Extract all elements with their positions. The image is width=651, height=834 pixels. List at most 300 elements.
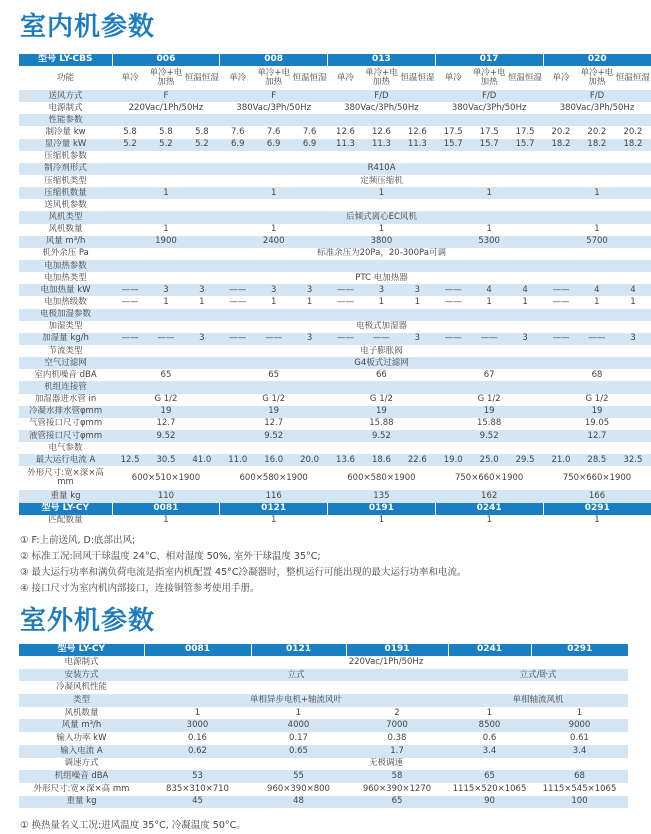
- group-value: 600×580×1900: [328, 466, 436, 490]
- function-cell: 单冷+电加热: [579, 66, 615, 90]
- table-row: [19, 707, 628, 720]
- cell-value: 1: [256, 296, 292, 308]
- row-label: 空气过滤网: [19, 357, 112, 369]
- cell-value: 3: [292, 333, 328, 345]
- function-cell: 单冷+电加热: [471, 66, 507, 90]
- group-value: 110: [112, 490, 220, 502]
- cell-value: 20.2: [543, 126, 579, 138]
- group-value: 9.52: [220, 430, 328, 442]
- cell-value: ——: [471, 333, 507, 345]
- cell-value: 4: [615, 284, 651, 296]
- function-cell: 恒温恒湿: [399, 66, 435, 90]
- row-label: 送风方式: [19, 90, 112, 102]
- spanned-value: R410A: [112, 163, 651, 175]
- cell-value: 48: [251, 796, 346, 809]
- cell-value: 90: [448, 796, 531, 809]
- row-label: 电加热类型: [19, 272, 112, 284]
- section-label: 送风机参数: [19, 199, 112, 211]
- group-value: 1900: [112, 236, 220, 248]
- cell-value: 4: [579, 284, 615, 296]
- cell-value: 6.9: [292, 139, 328, 151]
- function-cell: 恒温恒湿: [184, 66, 220, 90]
- header-model: 0241: [448, 644, 531, 656]
- group-value: 1: [435, 224, 543, 236]
- cell-value: ——: [220, 296, 256, 308]
- indoor-title: 室内机参数: [20, 12, 156, 42]
- cell-value: ——: [112, 296, 148, 308]
- group-value: 1: [328, 187, 436, 199]
- row-label: 加湿器进水管 in: [19, 394, 112, 406]
- row-label: 外形尺寸:宽×深×高 mm: [19, 783, 144, 796]
- cell-value: 3: [615, 333, 651, 345]
- table-row: [19, 732, 628, 745]
- cell-value: ——: [112, 333, 148, 345]
- group-value: 65: [112, 369, 220, 381]
- row-label: 电加热量 kW: [19, 284, 112, 296]
- row-label: 输入功率 kW: [19, 732, 144, 745]
- cell-value: 18.2: [543, 139, 579, 151]
- row-label: 重量 kg: [19, 490, 112, 502]
- header-model-label: 型号 LY-CBS: [19, 54, 112, 66]
- function-cell: 单冷: [112, 66, 148, 90]
- cell-value: 5.8: [112, 126, 148, 138]
- cell-value: 1: [399, 296, 435, 308]
- table-row: [19, 694, 628, 707]
- cell-value: 3: [363, 284, 399, 296]
- cell-value: 0.38: [346, 732, 448, 745]
- row-label: 电源制式: [19, 656, 144, 669]
- function-cell: 单冷: [543, 66, 579, 90]
- cy-model: 0191: [328, 503, 436, 515]
- row-label: 室内机噪音 dBA: [19, 369, 112, 381]
- group-value: 380Vac/3Ph/50Hz: [328, 102, 436, 114]
- cell-value: 7000: [346, 719, 448, 732]
- cell-value: 3.4: [448, 745, 531, 758]
- cell-value: 1: [507, 296, 543, 308]
- left-group-value: 立式: [144, 669, 448, 682]
- cell-value: 7.6: [220, 126, 256, 138]
- cell-value: 11.0: [220, 454, 256, 466]
- cell-value: ——: [328, 284, 364, 296]
- group-value: 1: [543, 187, 651, 199]
- table-row: [19, 644, 628, 656]
- table-row: [19, 758, 628, 771]
- table-row: [19, 54, 651, 66]
- cell-value: 3: [507, 333, 543, 345]
- cell-value: 45: [144, 796, 251, 809]
- cell-value: 1: [251, 707, 346, 720]
- cell-value: 19.0: [435, 454, 471, 466]
- table-row: [19, 369, 651, 381]
- cell-value: 17.5: [507, 126, 543, 138]
- cell-value: 3: [184, 333, 220, 345]
- cell-value: 9000: [531, 719, 628, 732]
- cell-value: 21.0: [543, 454, 579, 466]
- cell-value: 3.4: [531, 745, 628, 758]
- cell-value: 55: [251, 770, 346, 783]
- right-group-value: 单相轴流风机: [448, 694, 628, 707]
- cell-value: 5.2: [184, 139, 220, 151]
- group-value: G 1/2: [435, 394, 543, 406]
- spanned-value: PTC 电加热器: [112, 272, 651, 284]
- table-row: [19, 163, 651, 175]
- group-value: 19.05: [543, 418, 651, 430]
- cell-value: 8500: [448, 719, 531, 732]
- row-label: 风量 m³/h: [19, 719, 144, 732]
- indoor-spec-table: [19, 54, 651, 527]
- table-row: [19, 442, 651, 454]
- group-value: 380Vac/3Ph/50Hz: [435, 102, 543, 114]
- table-row: [19, 175, 651, 187]
- group-value: F/D: [435, 90, 543, 102]
- cell-value: 68: [531, 770, 628, 783]
- function-cell: 恒温恒湿: [615, 66, 651, 90]
- cell-value: ——: [543, 284, 579, 296]
- section-label: 电极加湿参数: [19, 309, 112, 321]
- group-value: 12.7: [220, 418, 328, 430]
- table-row: [19, 490, 651, 502]
- row-label: 重量 kg: [19, 796, 144, 809]
- table-row: [19, 211, 651, 223]
- row-label: 最大运行电流 A: [19, 454, 112, 466]
- group-value: 19: [543, 406, 651, 418]
- cell-value: ——: [328, 333, 364, 345]
- cell-value: 65: [346, 796, 448, 809]
- group-value: 1: [543, 224, 651, 236]
- cell-value: 5.2: [148, 139, 184, 151]
- table-row: [19, 418, 651, 430]
- spanned-value: 标准余压为20Pa，20-300Pa可调: [112, 248, 651, 260]
- row-label: 电源制式: [19, 102, 112, 114]
- table-row: [19, 284, 651, 296]
- table-row: [19, 345, 651, 357]
- group-value: 116: [220, 490, 328, 502]
- cell-value: 1: [471, 296, 507, 308]
- table-row: [19, 466, 651, 490]
- function-cell: 恒温恒湿: [507, 66, 543, 90]
- cell-value: 1115×545×1065: [531, 783, 628, 796]
- table-row: [19, 681, 628, 694]
- group-value: G 1/2: [328, 394, 436, 406]
- cy-model: 0291: [543, 503, 651, 515]
- group-value: G 1/2: [112, 394, 220, 406]
- section-fill: [112, 381, 651, 393]
- spanned-value: G4板式过滤网: [112, 357, 651, 369]
- group-value: 135: [328, 490, 436, 502]
- table-row: [19, 656, 628, 669]
- cell-value: 3: [184, 284, 220, 296]
- cell-value: ——: [435, 296, 471, 308]
- table-row: [19, 770, 628, 783]
- group-value: 19: [112, 406, 220, 418]
- cell-value: 15.7: [507, 139, 543, 151]
- function-cell: 单冷+电加热: [148, 66, 184, 90]
- group-value: 1: [220, 187, 328, 199]
- cell-value: 1.7: [346, 745, 448, 758]
- cell-value: ——: [112, 284, 148, 296]
- row-label: 气管接口尺寸φmm: [19, 418, 112, 430]
- section-fill: [112, 442, 651, 454]
- function-cell: 单冷+电加热: [363, 66, 399, 90]
- row-label: 安装方式: [19, 669, 144, 682]
- group-value: 1: [112, 224, 220, 236]
- cell-value: 12.6: [328, 126, 364, 138]
- group-value: 600×510×1900: [112, 466, 220, 490]
- row-label: 压缩机数量: [19, 187, 112, 199]
- cell-value: ——: [543, 333, 579, 345]
- cell-value: ——: [256, 333, 292, 345]
- section-fill: [144, 681, 628, 694]
- cell-value: 6.9: [220, 139, 256, 151]
- outdoor-title: 室外机参数: [20, 606, 156, 636]
- cell-value: 1: [615, 296, 651, 308]
- group-value: 65: [220, 369, 328, 381]
- row-label: 功能: [19, 66, 112, 90]
- cell-value: 20.2: [579, 126, 615, 138]
- outdoor-notes: [20, 818, 246, 834]
- function-cell: 单冷+电加热: [256, 66, 292, 90]
- right-group-value: 立式/卧式: [448, 669, 628, 682]
- section-label: 机组连接管: [19, 381, 112, 393]
- header-model: 0121: [251, 644, 346, 656]
- section-fill: [112, 114, 651, 126]
- table-row: [19, 333, 651, 345]
- table-row: [19, 236, 651, 248]
- cell-value: ——: [435, 333, 471, 345]
- indoor-notes: [20, 533, 467, 597]
- cell-value: 1: [144, 707, 251, 720]
- cell-value: ——: [220, 333, 256, 345]
- row-label: 制冷剂形式: [19, 163, 112, 175]
- table-row: [19, 357, 651, 369]
- row-label: 节流类型: [19, 345, 112, 357]
- cell-value: 1: [184, 296, 220, 308]
- function-cell: 单冷: [328, 66, 364, 90]
- cell-value: ——: [328, 296, 364, 308]
- table-row: [19, 139, 651, 151]
- group-value: 166: [543, 490, 651, 502]
- header-model: 013: [328, 54, 436, 66]
- table-row: [19, 394, 651, 406]
- row-label: 调速方式: [19, 758, 144, 771]
- cell-value: 3000: [144, 719, 251, 732]
- header-model-label: 型号 LY-CY: [19, 644, 144, 656]
- section-fill: [112, 151, 651, 163]
- table-row: [19, 296, 651, 308]
- table-row: [19, 309, 651, 321]
- cy-model-label: 型号 LY-CY: [19, 503, 112, 515]
- row-label: 风量 m³/h: [19, 236, 112, 248]
- table-row: [19, 224, 651, 236]
- cell-value: 18.2: [579, 139, 615, 151]
- table-row: [19, 503, 651, 515]
- row-label: 加湿类型: [19, 321, 112, 333]
- group-value: F/D: [543, 90, 651, 102]
- table-row: [19, 126, 651, 138]
- table-row: [19, 454, 651, 466]
- header-model: 008: [220, 54, 328, 66]
- row-label: 风机类型: [19, 211, 112, 223]
- cell-value: 17.5: [471, 126, 507, 138]
- table-row: [19, 719, 628, 732]
- table-row: [19, 745, 628, 758]
- cell-value: 7.6: [256, 126, 292, 138]
- cy-model: 0121: [220, 503, 328, 515]
- group-value: 1: [112, 515, 220, 527]
- cell-value: 11.3: [363, 139, 399, 151]
- cell-value: 65: [448, 770, 531, 783]
- table-row: [19, 796, 628, 809]
- cell-value: 22.6: [399, 454, 435, 466]
- cell-value: 5.8: [184, 126, 220, 138]
- group-value: 380Vac/3Ph/50Hz: [543, 102, 651, 114]
- cell-value: ——: [363, 333, 399, 345]
- spanned-value: 定频压缩机: [112, 175, 651, 187]
- cell-value: 5.8: [148, 126, 184, 138]
- cell-value: 15.7: [435, 139, 471, 151]
- group-value: 600×580×1900: [220, 466, 328, 490]
- section-label: 冷凝风机性能: [19, 681, 144, 694]
- group-value: 19: [435, 406, 543, 418]
- cell-value: 20.0: [292, 454, 328, 466]
- group-value: G 1/2: [220, 394, 328, 406]
- row-label: 机组噪音 dBA: [19, 770, 144, 783]
- table-row: [19, 406, 651, 418]
- group-value: 1: [328, 515, 436, 527]
- table-row: [19, 669, 628, 682]
- group-value: 19: [328, 406, 436, 418]
- group-value: 9.52: [112, 430, 220, 442]
- header-model: 020: [543, 54, 651, 66]
- cell-value: 4: [471, 284, 507, 296]
- group-value: 19: [220, 406, 328, 418]
- table-row: [19, 381, 651, 393]
- group-value: 1: [543, 515, 651, 527]
- group-value: 15.88: [435, 418, 543, 430]
- row-label: 显冷量 kW: [19, 139, 112, 151]
- row-label: 类型: [19, 694, 144, 707]
- cell-value: 30.5: [148, 454, 184, 466]
- cell-value: 12.6: [399, 126, 435, 138]
- table-row: [19, 199, 651, 211]
- table-row: [19, 151, 651, 163]
- spanned-value: 无极调速: [144, 758, 628, 771]
- section-label: 压缩机参数: [19, 151, 112, 163]
- cell-value: 1: [579, 296, 615, 308]
- table-row: [19, 90, 651, 102]
- group-value: 3800: [328, 236, 436, 248]
- row-label: 外形尺寸:宽×深×高 mm: [19, 466, 112, 490]
- section-label: 性能参数: [19, 114, 112, 126]
- table-row: [19, 272, 651, 284]
- cell-value: ——: [543, 296, 579, 308]
- spanned-value: 后倾式离心EC风机: [112, 211, 651, 223]
- cell-value: 20.2: [615, 126, 651, 138]
- cell-value: 12.6: [363, 126, 399, 138]
- group-value: 750×660×1900: [435, 466, 543, 490]
- spanned-value: 电极式加湿器: [112, 321, 651, 333]
- cell-value: 5.2: [112, 139, 148, 151]
- group-value: 9.52: [435, 430, 543, 442]
- outdoor-spec-table: [19, 644, 628, 808]
- spanned-value: 电子膨胀阀: [112, 345, 651, 357]
- row-label: 输入电流 A: [19, 745, 144, 758]
- table-row: [19, 102, 651, 114]
- header-model: 017: [435, 54, 543, 66]
- function-cell: 单冷: [435, 66, 471, 90]
- cell-value: 11.3: [399, 139, 435, 151]
- left-group-value: 单相异步电机+轴流风叶: [144, 694, 448, 707]
- group-value: 1: [220, 224, 328, 236]
- note-3: ③ 最大运行功率和满负荷电流是指室内机配置 45°C冷凝器时，整机运行可能出现的最大运行功率和电流。: [20, 567, 467, 578]
- header-model: 006: [112, 54, 220, 66]
- table-row: [19, 783, 628, 796]
- group-value: 9.52: [328, 430, 436, 442]
- cell-value: 1: [363, 296, 399, 308]
- group-value: 68: [543, 369, 651, 381]
- row-label: 冷凝水排水管φmm: [19, 406, 112, 418]
- group-value: 12.7: [543, 430, 651, 442]
- group-value: 2400: [220, 236, 328, 248]
- section-label: 电加热参数: [19, 260, 112, 272]
- cell-value: 18.6: [363, 454, 399, 466]
- cell-value: 100: [531, 796, 628, 809]
- row-label: 加湿量 kg/h: [19, 333, 112, 345]
- group-value: F: [220, 90, 328, 102]
- cell-value: 29.5: [507, 454, 543, 466]
- row-label: 风机数量: [19, 707, 144, 720]
- row-label: 液管接口尺寸φmm: [19, 430, 112, 442]
- cell-value: 0.62: [144, 745, 251, 758]
- cell-value: 3: [399, 284, 435, 296]
- cell-value: 13.6: [328, 454, 364, 466]
- row-label: 机外余压 Pa: [19, 248, 112, 260]
- cell-value: 960×390×1270: [346, 783, 448, 796]
- cell-value: 28.5: [579, 454, 615, 466]
- group-value: 5300: [435, 236, 543, 248]
- table-row: [19, 260, 651, 272]
- cell-value: 3: [256, 284, 292, 296]
- cy-model: 0081: [112, 503, 220, 515]
- cell-value: 41.0: [184, 454, 220, 466]
- cell-value: 32.5: [615, 454, 651, 466]
- cell-value: 3: [292, 284, 328, 296]
- section-fill: [112, 260, 651, 272]
- cell-value: 0.16: [144, 732, 251, 745]
- group-value: 1: [435, 187, 543, 199]
- section-fill: [112, 199, 651, 211]
- header-model: 0191: [346, 644, 448, 656]
- row-label: 压缩机类型: [19, 175, 112, 187]
- group-value: F/D: [328, 90, 436, 102]
- cell-value: 2: [346, 707, 448, 720]
- table-row: [19, 515, 651, 527]
- group-value: G 1/2: [543, 394, 651, 406]
- cell-value: ——: [435, 284, 471, 296]
- row-label: 电加热级数: [19, 296, 112, 308]
- group-value: 220Vac/1Ph/50Hz: [112, 102, 220, 114]
- row-label: 制冷量 kw: [19, 126, 112, 138]
- cell-value: 6.9: [256, 139, 292, 151]
- group-value: 1: [435, 515, 543, 527]
- cell-value: 0.17: [251, 732, 346, 745]
- note-2: ② 标准工况:回风干球温度 24°C、相对湿度 50%, 室外干球温度 35°C;: [20, 551, 321, 562]
- cell-value: 58: [346, 770, 448, 783]
- note-4: ④ 接口尺寸为室内机内部接口，连接铜管参考使用手册。: [20, 583, 260, 594]
- group-value: 15.88: [328, 418, 436, 430]
- function-cell: 单冷: [220, 66, 256, 90]
- note-1: ① F:上前送风, D:底部出风;: [20, 535, 136, 546]
